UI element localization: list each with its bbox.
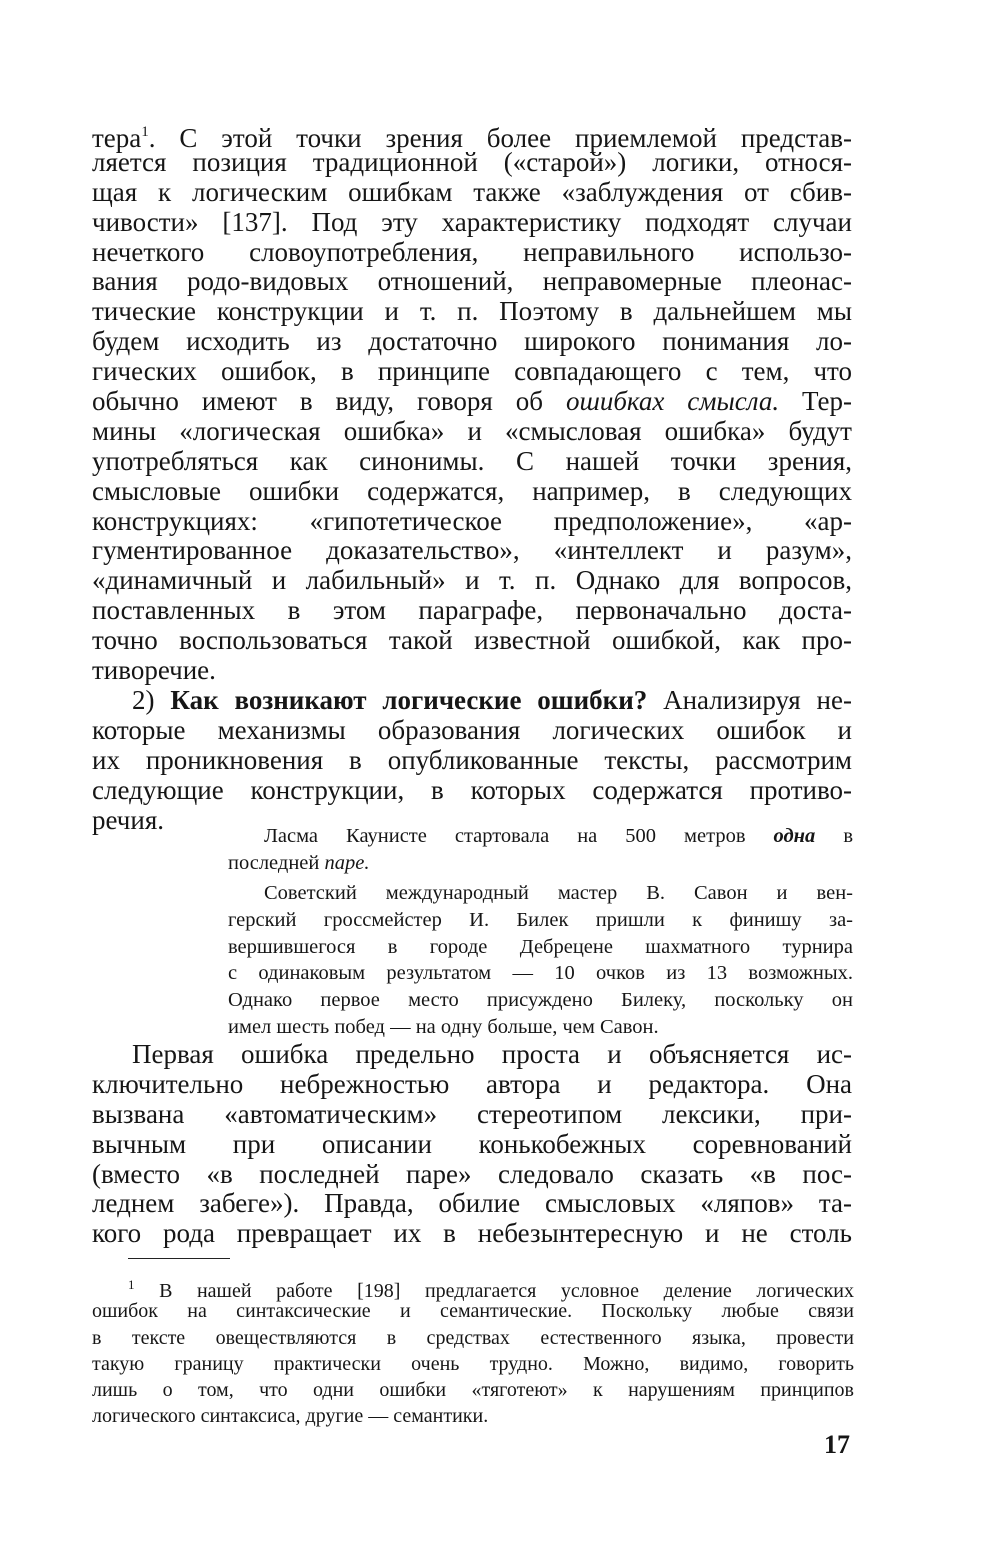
text-line: ляется позиция традиционной («старой») логики, относя- (92, 146, 852, 177)
text-line: точно воспользоваться такой известной ошибкой, как про- (92, 625, 852, 656)
quote-line: имел шесть побед — на одну больше, чем Савон. (228, 1015, 659, 1038)
quote-line: герский гроссмейстер И. Билек пришли к финишу за- (228, 908, 853, 931)
italic-term: одна (773, 825, 816, 847)
text-line: следующие конструкции, в которых содержатся противо- (92, 774, 852, 805)
text-line: «динамичный и лабильный» и т. п. Однако для вопросов, (92, 565, 852, 596)
text-line: щая к логическим ошибкам также «заблуждения от сбив- (92, 176, 852, 207)
footnote-number: 1 (128, 1277, 135, 1292)
section-heading: Как возникают логические ошибки? (170, 685, 648, 715)
text-line: употребляться как синонимы. С нашей точки зрения, (92, 445, 852, 476)
text-line: нечеткого словоупотребления, неправильного использо- (92, 236, 852, 267)
footnote-line: такую границу практически очень трудно. Можно, видимо, говорить (92, 1352, 854, 1375)
text-line: будем исходить из достаточно широкого понимания ло- (92, 326, 852, 357)
quote-example-2 (228, 880, 853, 1041)
text-line: ключительно небрежностью автора и редактора. Она (92, 1068, 852, 1099)
text-line: конструкциях: «гипотетическое предположение», «ар- (92, 505, 852, 536)
paragraph-1 (92, 118, 852, 686)
text-line: речия. (92, 804, 165, 835)
text-line: леднем забеге»). Правда, обилие смысловых «ляпов» та- (92, 1188, 852, 1219)
quote-line: вершившегося в городе Дебрецене шахматного турнира (228, 935, 853, 958)
quote-line: Однако первое место присуждено Билеку, поскольку он (228, 989, 853, 1012)
text-line: тические конструкции и т. п. Поэтому в дальнейшем мы (92, 296, 852, 327)
text-line: Первая ошибка предельно проста и объясняется ис- (132, 1039, 852, 1069)
text-line: чивости» [137]. Под эту характеристику подходят случаи (92, 206, 852, 237)
text-line: тиворечие. (92, 655, 216, 686)
text-line: (вместо «в последней паре» следовало сказать «в пос- (92, 1158, 852, 1189)
page-number: 17 (824, 1430, 850, 1459)
text-line: мины «логическая ошибка» и «смысловая ошибка» будут (92, 415, 852, 446)
text-line: тера$^1$. С этой точки зрения более приемлемой представ- (92, 123, 852, 153)
text-line: вания родо-видовых отношений, неправомерные плеонас- (92, 266, 852, 297)
text-line: поставленных в этом параграфе, первоначально доста- (92, 595, 852, 626)
quote-example-1 (228, 823, 853, 877)
text-line: гументированное доказательство», «интеллект и разум», (92, 535, 852, 566)
text-line: которые механизмы образования логических ошибок и (92, 714, 852, 745)
text-line: вызвана «автоматическим» стереотипом лексики, при- (92, 1098, 852, 1129)
paragraph-3 (92, 1040, 852, 1249)
quote-line: последней паре. (228, 851, 370, 874)
text-line: кого рода превращает их в небезынтересную и не столь (92, 1218, 852, 1249)
footnote-line: лишь о том, что одни ошибки «тяготеют» к нарушениям принципов (92, 1379, 854, 1402)
footnote-ref: 1 (141, 124, 149, 140)
footnote-line: логического синтаксиса, другие — семантики. (92, 1405, 489, 1428)
quote-line: с одинаковым результатом — 10 очков из 13 возможных. (228, 962, 853, 985)
footnote-divider (128, 1258, 230, 1259)
quote-line: Ласма Каунисте стартовала на 500 метров одна в (264, 825, 854, 847)
text-line: обычно имеют в виду, говоря об ошибках смысла. Тер- (92, 386, 852, 417)
paragraph-2 (92, 686, 852, 835)
footnote-line: в тексте овеществляются в средствах естественного языка, провести (92, 1326, 854, 1349)
text-line: 2) Как возникают логические ошибки? Анализируя не- (132, 685, 852, 715)
text-line: гических ошибок, в принципе совпадающего с тем, что (92, 356, 852, 387)
text-line: вычным при описании конькобежных соревнований (92, 1128, 852, 1159)
footnote-line: $^1$ В нашей работе [198] предлагается условное деление логических (128, 1277, 854, 1302)
quote-line: Советский международный мастер В. Савон и вен- (264, 882, 853, 904)
footnote-line: ошибок на синтаксические и семантические. Поскольку любые связи (92, 1300, 854, 1323)
footnote (92, 1272, 854, 1430)
italic-term: паре. (324, 851, 370, 874)
text-line: смысловые ошибки содержатся, например, в следующих (92, 475, 852, 506)
text-line: их проникновения в опубликованные тексты, рассмотрим (92, 744, 852, 775)
italic-term: ошибках смысла. (565, 386, 780, 417)
